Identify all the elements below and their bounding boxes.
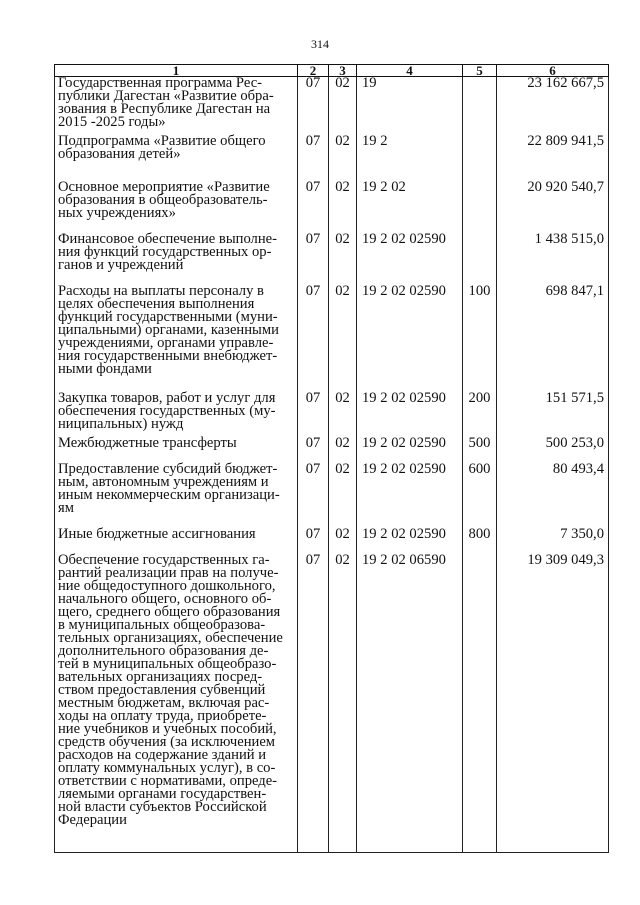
row-amount-cell: 500 253,0 (497, 437, 609, 463)
row-section-cell: 07 (298, 233, 329, 285)
header-col-4: 4 (357, 65, 463, 77)
row-subsection-cell: 02 (329, 77, 357, 135)
row-subsection-cell: 02 (329, 285, 357, 392)
row-target-article-cell: 19 (357, 77, 463, 135)
row-amount-cell: 19 309 049,3 (497, 554, 609, 853)
row-subsection-cell: 02 (329, 135, 357, 181)
row-subsection-cell: 02 (329, 463, 357, 528)
row-section-cell: 07 (298, 392, 329, 437)
table-row (55, 285, 609, 392)
row-expense-type-cell: 500 (463, 437, 497, 463)
row-target-article-cell: 19 2 02 02590 (357, 463, 463, 528)
row-target-article-cell: 19 2 02 06590 (357, 554, 463, 853)
row-amount-cell: 1 438 515,0 (497, 233, 609, 285)
row-section-cell: 07 (298, 77, 329, 135)
row-expense-type-cell: 800 (463, 528, 497, 554)
row-expense-type-cell (463, 554, 497, 853)
row-expense-type-cell (463, 233, 497, 285)
row-section-cell: 07 (298, 528, 329, 554)
row-amount-cell: 22 809 941,5 (497, 135, 609, 181)
row-subsection-cell: 02 (329, 437, 357, 463)
row-target-article-cell: 19 2 02 02590 (357, 233, 463, 285)
row-target-article-cell: 19 2 02 02590 (357, 285, 463, 392)
row-section-cell: 07 (298, 285, 329, 392)
row-name-cell: Расходы на выплаты персоналу в целях обеспечения выполнения функций государственными (муни- ципальными) органами, казенными учреждениями, органами управле- ния государственными внебюджет- ными фондами (55, 285, 298, 392)
row-subsection-cell: 02 (329, 392, 357, 437)
table-body (55, 77, 609, 853)
row-subsection-cell: 02 (329, 181, 357, 233)
table-row (55, 181, 609, 233)
row-amount-cell: 698 847,1 (497, 285, 609, 392)
table-row (55, 392, 609, 437)
row-expense-type-cell (463, 77, 497, 135)
table-row (55, 463, 609, 528)
row-expense-type-cell: 600 (463, 463, 497, 528)
row-expense-type-cell (463, 135, 497, 181)
row-target-article-cell: 19 2 02 (357, 181, 463, 233)
row-name-cell: Основное мероприятие «Развитие образования в общеобразователь- ных учреждениях» (55, 181, 298, 233)
row-name-cell: Подпрограмма «Развитие общего образования детей» (55, 135, 298, 181)
row-section-cell: 07 (298, 554, 329, 853)
row-section-cell: 07 (298, 135, 329, 181)
table-row (55, 77, 609, 135)
budget-table (54, 64, 609, 853)
row-name-cell: Иные бюджетные ассигнования (55, 528, 298, 554)
row-target-article-cell: 19 2 02 02590 (357, 528, 463, 554)
table-row (55, 554, 609, 853)
page-number: 314 (311, 37, 329, 51)
row-name-cell: Государственная программа Рес- публики Дагестан «Развитие обра- зования в Республике Дагестан на 2015 -2025 годы» (55, 77, 298, 135)
row-expense-type-cell (463, 181, 497, 233)
row-section-cell: 07 (298, 181, 329, 233)
row-name-cell: Финансовое обеспечение выполне- ния функций государственных ор- ганов и учреждений (55, 233, 298, 285)
row-section-cell: 07 (298, 437, 329, 463)
row-amount-cell: 80 493,4 (497, 463, 609, 528)
row-expense-type-cell: 200 (463, 392, 497, 437)
table-row (55, 528, 609, 554)
row-amount-cell: 7 350,0 (497, 528, 609, 554)
row-name-cell: Межбюджетные трансферты (55, 437, 298, 463)
header-col-2: 2 (298, 65, 329, 77)
header-col-3: 3 (329, 65, 357, 77)
row-amount-cell: 23 162 667,5 (497, 77, 609, 135)
header-col-1: 1 (55, 65, 298, 77)
row-subsection-cell: 02 (329, 528, 357, 554)
row-name-cell: Закупка товаров, работ и услуг для обеспечения государственных (му- ниципальных) нужд (55, 392, 298, 437)
row-name-cell: Предоставление субсидий бюджет- ным, автономным учреждениям и иным некоммерческим организаци- ям (55, 463, 298, 528)
row-target-article-cell: 19 2 (357, 135, 463, 181)
row-amount-cell: 151 571,5 (497, 392, 609, 437)
row-subsection-cell: 02 (329, 554, 357, 853)
row-name-cell: Обеспечение государственных га- рантий реализации прав на получе- ние общедоступного дошкольного, начального общего, основного об- щего, среднего общего образования в муниципальных общеобразова- тельных организациях, обеспечение дополнительного образования де- тей в муниципальных общеобразо- вательных организациях посред- ством предоставления субвенций местным бюджетам, включая рас- ходы на оплату труда, приобрете- ние учебников и учебных пособий, средств обучения (за исключением расходов на содержание зданий и оплату коммунальных услуг), в со- ответствии с нормативами, опреде- ляемыми органами государствен- ной власти субъектов Российской Федерации (55, 554, 298, 853)
table-row (55, 233, 609, 285)
header-col-6: 6 (497, 65, 609, 77)
table-row (55, 135, 609, 181)
row-target-article-cell: 19 2 02 02590 (357, 437, 463, 463)
header-col-5: 5 (463, 65, 497, 77)
table-row (55, 437, 609, 463)
row-section-cell: 07 (298, 463, 329, 528)
row-subsection-cell: 02 (329, 233, 357, 285)
row-amount-cell: 20 920 540,7 (497, 181, 609, 233)
row-expense-type-cell: 100 (463, 285, 497, 392)
row-target-article-cell: 19 2 02 02590 (357, 392, 463, 437)
